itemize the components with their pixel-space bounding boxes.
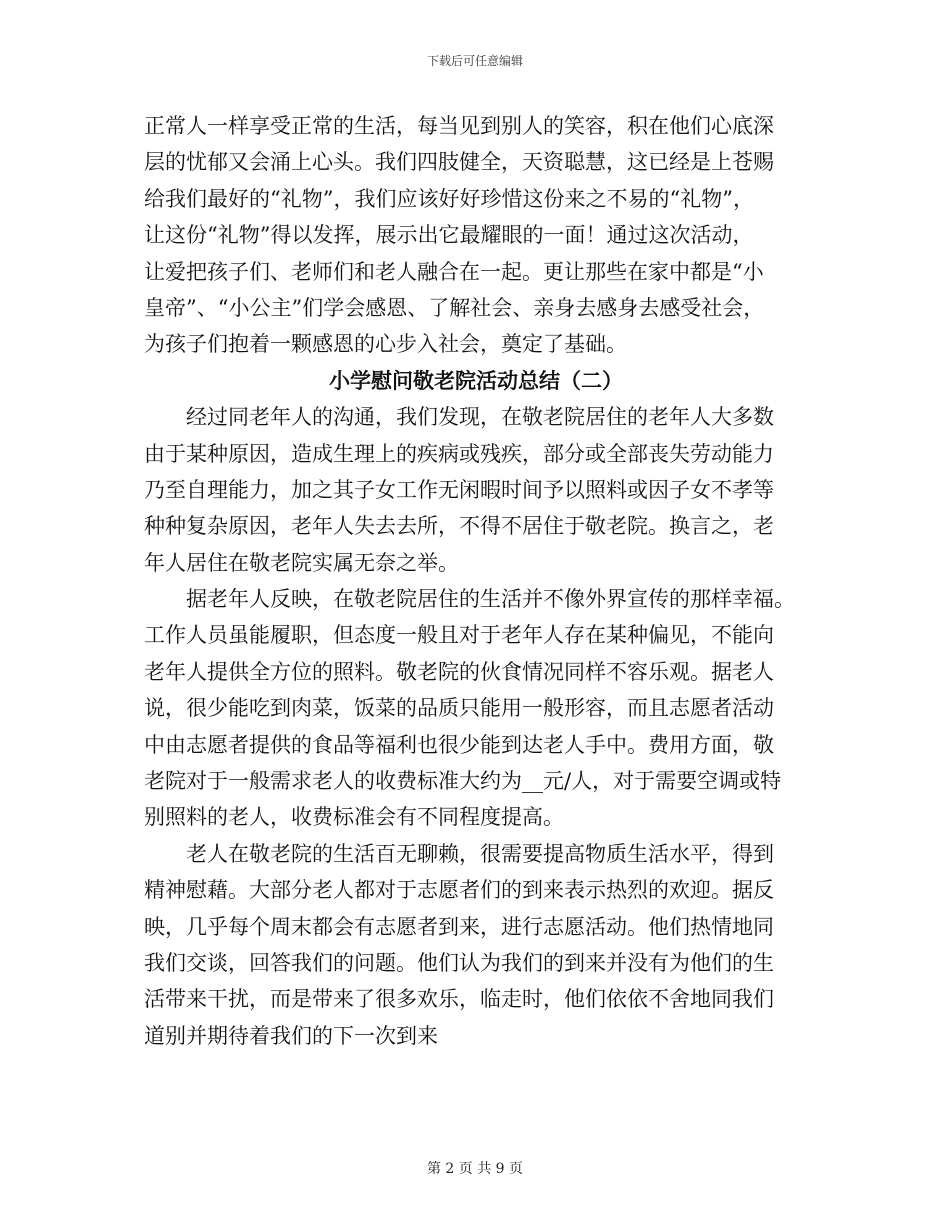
text-line: 道别并期待着我们的下一次到来 <box>144 1023 438 1048</box>
text-line: 我们交谈，回答我们的问题。他们认为我们的到来并没有为他们的生 <box>144 950 774 975</box>
text-line: 种种复杂原因，老年人失去去所，不得不居住于敬老院。换言之，老 <box>144 514 774 539</box>
text-line: 工作人员虽能履职，但态度一般且对于老年人存在某种偏见，不能向 <box>144 623 774 648</box>
text-line: 为孩子们抱着一颗感恩的心步入社会，奠定了基础。 <box>144 332 627 357</box>
text-line: 别照料的老人，收费标准会有不同程度提高。 <box>144 805 564 830</box>
text-line: 老人在敬老院的生活百无聊赖，很需要提高物质生活水平，得到 <box>186 841 774 866</box>
paragraph-communication <box>144 399 808 581</box>
paragraph-continuation <box>144 108 808 363</box>
text-line: 由于某种原因，造成生理上的疾病或残疾，部分或全部丧失劳动能力 <box>144 441 774 466</box>
text-line: 正常人一样享受正常的生活，每当见到别人的笑容，积在他们心底深 <box>144 114 774 138</box>
page-number: 第 2 页 共 9 页 <box>426 1161 524 1177</box>
text-line: 乃至自理能力，加之其子女工作无闲暇时间予以照料或因子女不孝等 <box>144 477 774 502</box>
text-line: 老院对于一般需求老人的收费标准大约为__元/人，对于需要空调或特 <box>144 769 782 794</box>
paragraph-life <box>144 836 808 1054</box>
text-line: 说，很少能吃到肉菜，饭菜的品质只能用一般形容，而且志愿者活动 <box>144 696 774 721</box>
text-line: 精神慰藉。大部分老人都对于志愿者们的到来表示热烈的欢迎。据反 <box>144 878 774 903</box>
text-line: 据老年人反映，在敬老院居住的生活并不像外界宣传的那样幸福。 <box>186 587 795 612</box>
text-line: 年人居住在敬老院实属无奈之举。 <box>144 550 459 575</box>
text-line: 中由志愿者提供的食品等福利也很少能到达老人手中。费用方面，敬 <box>144 732 774 757</box>
paragraph-feedback <box>144 581 808 836</box>
text-line: 老年人提供全方位的照料。敬老院的伙食情况同样不容乐观。据老人 <box>144 659 774 684</box>
text-line: 让爱把孩子们、老师们和老人融合在一起。更让那些在家中都是“小 <box>144 259 764 284</box>
text-line: 皇帝”、“小公主”们学会感恩、了解社会、亲身去感身去感受社会， <box>144 295 765 320</box>
document-body <box>144 108 808 1054</box>
text-line: 经过同老年人的沟通，我们发现，在敬老院居住的老年人大多数 <box>186 405 774 430</box>
text-line: 映，几乎每个周末都会有志愿者到来，进行志愿活动。他们热情地同 <box>144 914 774 939</box>
text-line: 给我们最好的“礼物”，我们应该好好珍惜这份来之不易的“礼物”， <box>144 186 754 211</box>
page-header-note: 下载后可任意编辑 <box>426 54 523 68</box>
text-line: 活带来干扰，而是带来了很多欢乐，临走时，他们依依不舍地同我们 <box>144 987 774 1012</box>
text-line: 让这份“礼物”得以发挥，展示出它最耀眼的一面！通过这次活动， <box>144 223 754 248</box>
section-title: 小学慰问敬老院活动总结（二） <box>329 367 623 393</box>
text-line: 层的忧郁又会涌上心头。我们四肢健全，天资聪慧，这已经是上苍赐 <box>144 150 774 175</box>
